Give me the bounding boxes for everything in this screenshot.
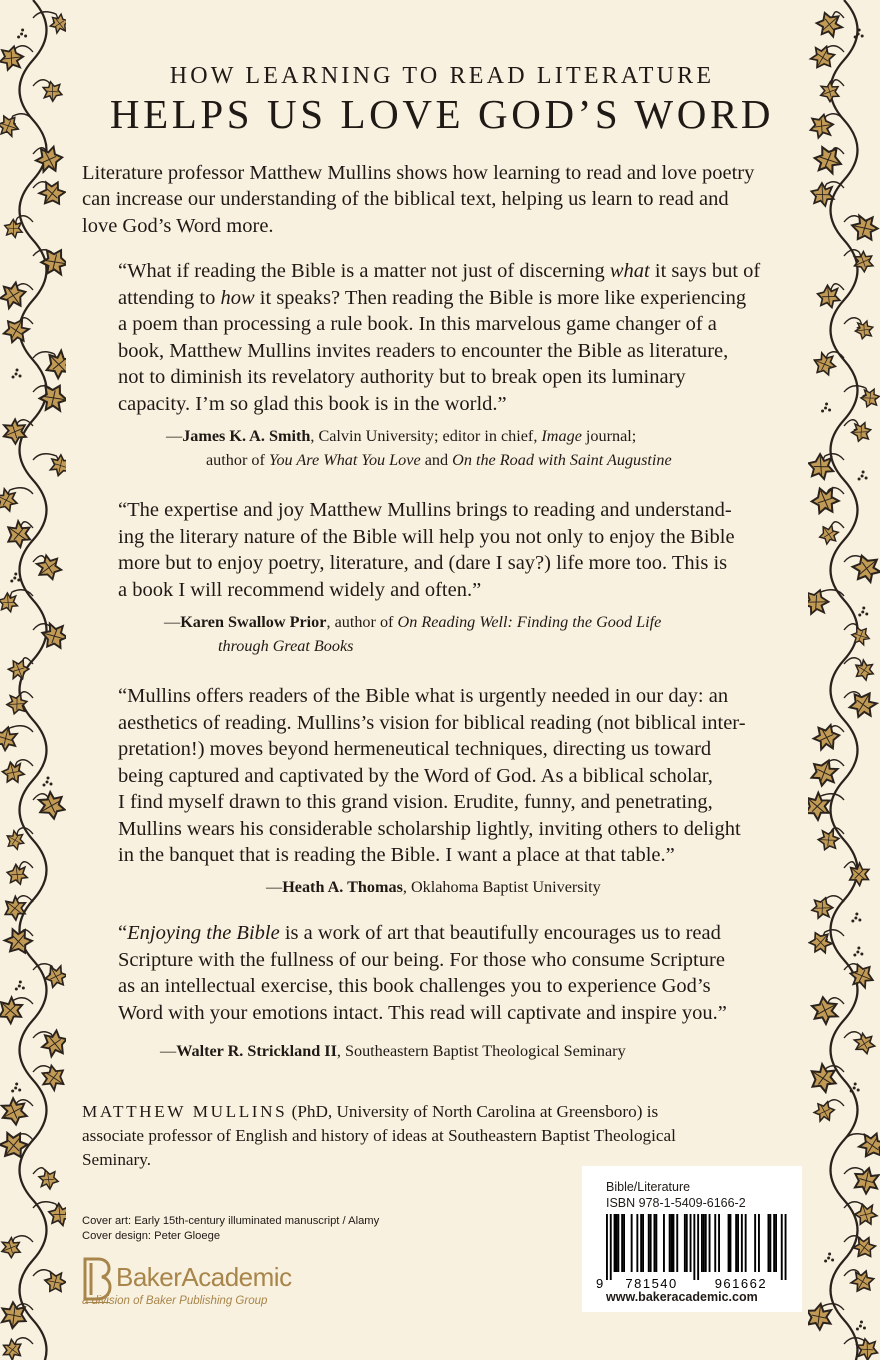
quote-line: a book I will recommend widely and often.” <box>118 578 482 601</box>
barcode-bar <box>636 1214 638 1272</box>
barcode-bar <box>673 1214 675 1272</box>
vine-tendril <box>844 386 867 396</box>
quote-line: “What if reading the Bible is a matter not just of discerning what it says but of <box>118 260 761 282</box>
leaf-ornament <box>850 625 872 647</box>
leaf-ornament <box>3 828 27 852</box>
barcode-bar <box>705 1214 707 1272</box>
quote-line: “Mullins offers readers of the Bible what is urgently needed in our day: an <box>118 685 729 707</box>
vine-berry <box>861 611 864 614</box>
intro-line: love God’s Word more. <box>82 214 274 237</box>
vine-berry <box>15 988 18 991</box>
barcode-bar <box>741 1214 743 1272</box>
barcode-bar <box>773 1214 775 1272</box>
vine-berry <box>862 607 865 610</box>
vine-berry <box>17 579 20 582</box>
quote-line: more but to enjoy poetry, literature, and (dare I say?) life more too. This is <box>118 552 728 574</box>
quote-line: attending to how it speaks? Then reading the Bible is more like experiencing <box>118 286 747 309</box>
leaf-ornament <box>6 657 31 683</box>
barcode-bar <box>686 1214 688 1272</box>
barcode-bar <box>709 1214 711 1272</box>
publisher-subtitle: a division of Baker Publishing Group <box>82 1295 268 1307</box>
author-bio-line <box>82 1100 804 1124</box>
vine-berry <box>856 951 859 954</box>
floral-border-left <box>0 0 66 1360</box>
leaf-ornament <box>0 592 18 612</box>
barcode-bar <box>718 1214 720 1272</box>
leaf-ornament <box>6 694 27 714</box>
publisher-url: www.bakeracademic.com <box>606 1290 758 1304</box>
headline: HELPS US LOVE GOD’S WORD <box>109 91 775 137</box>
vine-berry <box>24 35 27 38</box>
vine-berry <box>854 917 857 920</box>
barcode-bar <box>650 1214 652 1272</box>
leaf-ornament <box>811 1098 837 1125</box>
vine-berry <box>21 29 24 32</box>
vine-berry <box>10 580 13 583</box>
intro-line: can increase our understanding of the biblical text, helping us learn to read and <box>82 188 729 211</box>
quote-line: in the banquet that is reading the Bible. I want a place at that table.” <box>118 844 675 866</box>
barcode-bar <box>775 1214 777 1272</box>
leaf-ornament <box>0 1336 26 1360</box>
leaf-ornament <box>808 756 840 789</box>
quote-line: a poem than processing a rule book. In this marvelous game changer of a <box>118 313 717 335</box>
vine-berry <box>47 777 50 780</box>
vine-berry <box>858 614 861 617</box>
vine-berry <box>855 913 858 916</box>
vine-berry <box>860 1321 863 1324</box>
barcode-panel <box>582 1166 802 1312</box>
vine-berry <box>857 947 860 950</box>
endorsement-attribution <box>266 875 601 899</box>
barcode-bar <box>769 1214 771 1272</box>
leaf-ornament <box>38 1169 59 1191</box>
barcode-bar <box>610 1214 612 1280</box>
vine-berry <box>14 573 17 576</box>
leaf-ornament <box>1 518 35 552</box>
author-bio-line: associate professor of English and history of ideas at Southeastern Baptist Theological <box>82 1126 676 1145</box>
barcode-bar <box>730 1214 732 1272</box>
leaf-ornament <box>811 144 844 177</box>
barcode-bar <box>642 1214 644 1272</box>
intro-paragraph <box>82 160 804 239</box>
attribution-line: —Karen Swallow Prior, author of On Reading Well: Finding the Good Life <box>164 613 662 631</box>
leaf-ornament <box>851 657 877 683</box>
vine-berry <box>22 987 25 990</box>
leaf-ornament <box>810 350 838 378</box>
barcode-bar <box>684 1214 686 1272</box>
barcode-bar <box>676 1214 678 1272</box>
barcode-bar <box>758 1214 760 1272</box>
vine-berry <box>858 919 861 922</box>
leaf-ornament <box>808 42 838 73</box>
vine-berry <box>856 1328 859 1331</box>
intro-line: Literature professor Matthew Mullins shows how learning to read and love poetry <box>82 162 755 184</box>
endorsement-attribution <box>160 1039 626 1063</box>
publisher-logo <box>82 1257 382 1317</box>
vine-berry <box>860 953 863 956</box>
vine-berry <box>15 373 18 376</box>
vine-berry <box>853 954 856 957</box>
barcode-bar <box>616 1214 618 1272</box>
leaf-ornament <box>847 961 877 990</box>
barcode-bar <box>703 1214 705 1272</box>
leaf-ornament <box>1 760 26 786</box>
cover-design-credit: Cover design: Peter Gloege <box>82 1230 221 1242</box>
cover-credits <box>82 1214 379 1244</box>
vine-berry <box>827 1257 830 1260</box>
endorsement-quote <box>118 258 808 417</box>
leaf-ornament <box>818 830 840 851</box>
cover-art-credit: Cover art: Early 15th-century illuminated manuscript / Alamy <box>82 1215 380 1227</box>
vine-stem <box>20 0 47 1360</box>
leaf-ornament <box>40 247 66 276</box>
leaf-ornament <box>852 1166 880 1196</box>
vine-berry <box>18 985 21 988</box>
barcode-bar <box>623 1214 625 1272</box>
vine-berry <box>13 577 16 580</box>
vine-berry <box>863 1327 866 1330</box>
attribution-line: —James K. A. Smith, Calvin University; editor in chief, Image journal; <box>166 427 637 445</box>
leaf-ornament <box>0 725 19 753</box>
leaf-ornament <box>849 213 879 243</box>
vine-berry <box>857 1089 860 1092</box>
barcode-bar <box>654 1214 656 1272</box>
leaf-ornament <box>808 1302 833 1331</box>
leaf-ornament <box>857 1339 878 1360</box>
leaf-ornament <box>861 389 880 407</box>
leaf-ornament <box>812 898 834 919</box>
vine-berry <box>50 783 53 786</box>
leaf-ornament <box>5 219 23 237</box>
vine-berry <box>821 410 824 413</box>
leaf-ornament <box>817 284 841 309</box>
leaf-ornament <box>812 7 846 41</box>
quote-line: Word with your emotions intact. This read will captivate and inspire you.” <box>118 1001 727 1024</box>
barcode-bar <box>737 1214 739 1272</box>
leaf-ornament <box>850 1233 879 1262</box>
barcode-bar <box>614 1214 616 1272</box>
vine-berry <box>831 1259 834 1262</box>
vine-berry <box>12 376 15 379</box>
vine-berry <box>824 407 827 410</box>
leaf-ornament <box>816 522 841 548</box>
isbn-number: ISBN 978-1-5409-6166-2 <box>606 1196 746 1210</box>
vine-berry <box>828 1253 831 1256</box>
vine-berry <box>858 29 861 32</box>
vine-berry <box>16 369 19 372</box>
quote-line: Scripture with the fullness of our being. For those who consume Scripture <box>118 948 725 971</box>
vine-berry <box>18 1089 21 1092</box>
endorsement-quote <box>118 497 808 603</box>
vine-berry <box>19 981 22 984</box>
leaf-ornament <box>0 1127 32 1164</box>
vine-berry <box>859 1325 862 1328</box>
vine-berry <box>857 33 860 36</box>
barcode-bar <box>621 1214 623 1272</box>
headline-kicker: HOW LEARNING TO READ LITERATURE <box>169 63 715 89</box>
vine-berry <box>851 920 854 923</box>
vine-berry <box>46 781 49 784</box>
leaf-ornament <box>851 1030 879 1057</box>
leaf-ornament <box>34 788 66 823</box>
vine-berry <box>828 409 831 412</box>
vine-berry <box>858 478 861 481</box>
vine-berry <box>854 1083 857 1086</box>
barcode-bar <box>701 1214 703 1272</box>
endorsement-attribution <box>166 424 672 472</box>
barcode-bar <box>663 1214 665 1272</box>
quote-line: capacity. I’m so glad this book is in the world.” <box>118 392 507 415</box>
author-bio <box>82 1100 804 1172</box>
barcode-bar <box>728 1214 730 1272</box>
leaf-ornament <box>844 860 873 889</box>
attribution-line: through Great Books <box>218 637 354 655</box>
leaf-ornament <box>0 1236 23 1261</box>
barcode-bar <box>606 1214 608 1280</box>
leaf-ornament <box>0 45 25 70</box>
floral-border-right <box>808 0 880 1360</box>
barcode-bar <box>669 1214 671 1272</box>
leaf-ornament <box>38 1062 66 1094</box>
vine-berry <box>825 403 828 406</box>
barcode-bar <box>745 1214 747 1272</box>
quote-line: “Enjoying the Bible is a work of art that beautifully encourages us to read <box>118 922 721 944</box>
leaf-ornament <box>809 113 835 138</box>
quote-line: not to diminish its revelatory authority but to break open its luminary <box>118 366 686 388</box>
leaf-ornament <box>808 590 829 614</box>
barcode-bar <box>714 1214 716 1272</box>
barcode-digits: 781540 <box>625 1276 678 1290</box>
leaf-ornament <box>0 113 21 138</box>
leaf-ornament <box>43 1270 66 1294</box>
bisac-category: Bible/Literature <box>606 1180 691 1194</box>
vine-berry <box>865 477 868 480</box>
barcode-bar <box>671 1214 673 1272</box>
vine-berry <box>861 35 864 38</box>
leaf-ornament <box>810 721 843 755</box>
barcode-bar <box>655 1214 657 1272</box>
leaf-ornament <box>43 82 62 102</box>
quote-line: being captured and captivated by the Word of God. As a biblical scholar, <box>118 764 713 787</box>
leaf-ornament <box>32 142 66 176</box>
barcode-digits: 961662 <box>714 1276 768 1290</box>
vine-berry <box>862 471 865 474</box>
vine-berry <box>853 1087 856 1090</box>
barcode-bar <box>785 1214 787 1280</box>
vine-berry <box>824 1260 827 1263</box>
leaf-ornament <box>6 863 28 886</box>
quote-line: pretation!) moves beyond hermeneutical techniques, directing us toward <box>118 738 712 760</box>
author-bio-line: Seminary. <box>82 1150 152 1169</box>
vine-berry <box>15 1083 18 1086</box>
quote-line: book, Matthew Mullins invites readers to encounter the Bible as literature, <box>118 339 729 362</box>
author-bio-credentials: (PhD, University of North Carolina at Greensboro) is <box>287 1102 659 1121</box>
barcode-bar <box>631 1214 633 1272</box>
leaf-ornament <box>808 453 834 480</box>
author-name: MATTHEW MULLINS <box>82 1102 288 1121</box>
vine-stem <box>831 0 858 1360</box>
quote-line: aesthetics of reading. Mullins’s vision for biblical reading (not biblical inter- <box>118 711 746 734</box>
quote-line: “The expertise and joy Matthew Mullins brings to reading and understand- <box>118 499 732 521</box>
barcode-bar <box>768 1214 770 1272</box>
barcode-bar <box>648 1214 650 1272</box>
endorsement-attribution <box>164 610 661 658</box>
vine-berry <box>17 36 20 39</box>
leaf-ornament <box>32 551 65 584</box>
barcode-bar <box>697 1214 699 1280</box>
attribution-line: author of You Are What You Love and On the Road with Saint Augustine <box>206 451 672 469</box>
barcode-bar <box>754 1214 756 1272</box>
endorsement-quote <box>118 920 808 1026</box>
barcode-bar <box>781 1214 783 1280</box>
attribution-line: —Heath A. Thomas, Oklahoma Baptist University <box>266 878 601 896</box>
quote-line: Mullins wears his considerable scholarship lightly, inviting others to delight <box>118 817 741 840</box>
barcode-bar <box>640 1214 642 1272</box>
barcode-bar <box>690 1214 692 1272</box>
barcode-bar <box>617 1214 619 1272</box>
leaf-ornament <box>848 1267 877 1296</box>
leaf-ornament <box>851 422 871 441</box>
vine-berry <box>11 1090 14 1093</box>
attribution-line: —Walter R. Strickland II, Southeastern Baptist Theological Seminary <box>160 1042 626 1060</box>
vine-berry <box>850 1090 853 1093</box>
quote-line: ing the literary nature of the Bible will help you not only to enjoy the Bible <box>118 525 735 548</box>
quote-line: I find myself drawn to this grand vision. Erudite, funny, and penetrating, <box>118 791 713 813</box>
isbn-barcode <box>592 1214 792 1290</box>
publisher-name: BakerAcademic <box>116 1262 292 1292</box>
leaf-ornament <box>48 1202 66 1226</box>
vine-berry <box>43 784 46 787</box>
quote-line: as an intellectual exercise, this book challenges you to experience God’s <box>118 975 711 997</box>
vine-berry <box>14 1087 17 1090</box>
barcode-bar <box>735 1214 737 1272</box>
endorsement-quote <box>118 683 808 869</box>
leaf-ornament <box>817 80 842 104</box>
leaf-ornament <box>854 320 874 339</box>
vine-berry <box>865 613 868 616</box>
vine-berry <box>861 475 864 478</box>
vine-berry <box>854 36 857 39</box>
barcode-bar <box>693 1214 695 1280</box>
barcode-digits: 9 <box>596 1276 605 1290</box>
vine-berry <box>19 375 22 378</box>
vine-berry <box>20 33 23 36</box>
